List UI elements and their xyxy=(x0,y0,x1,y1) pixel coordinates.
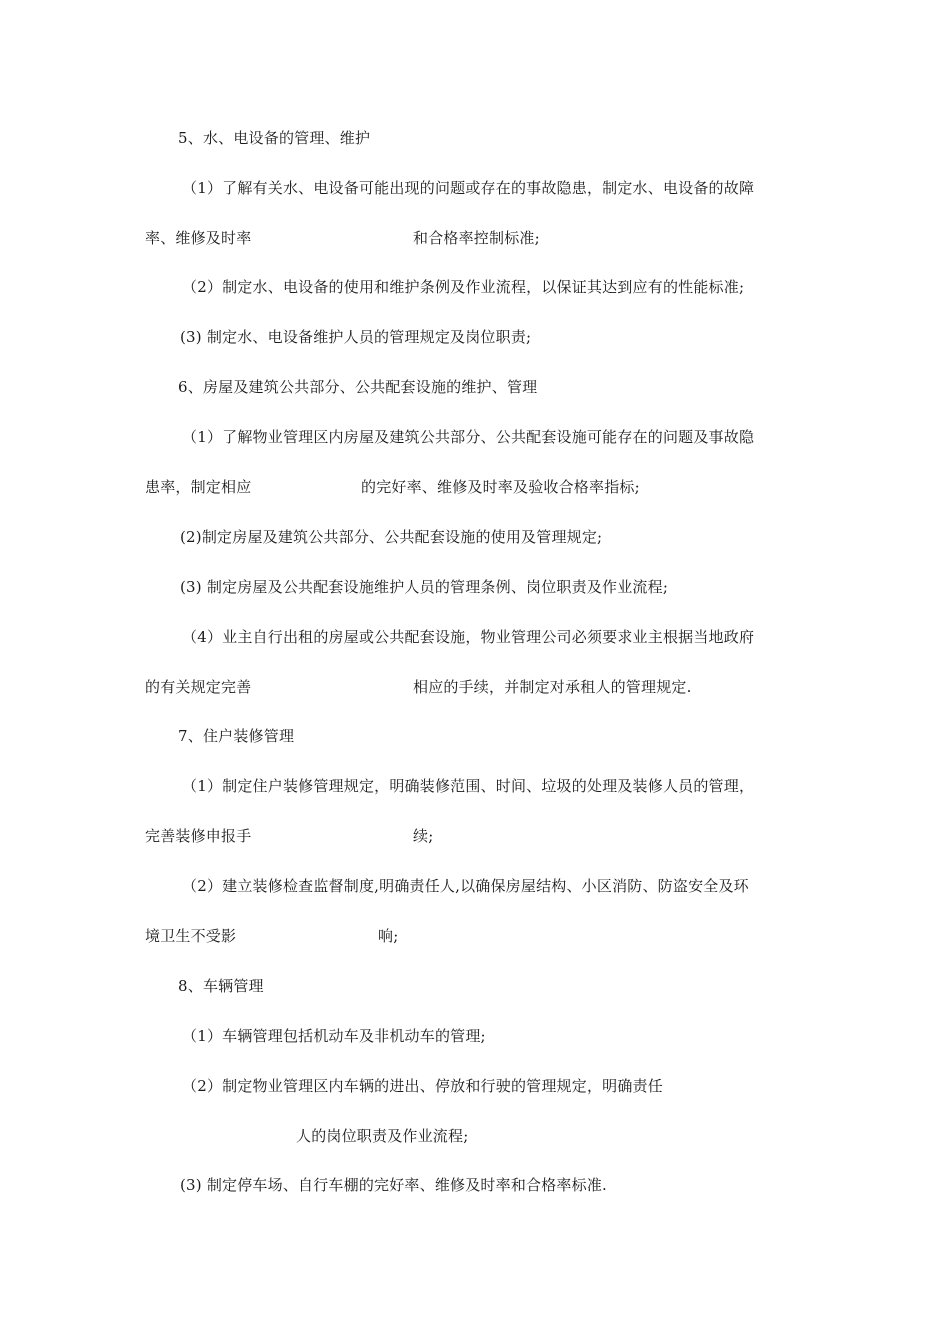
paragraph-text: 续; xyxy=(413,827,434,845)
paragraph-line xyxy=(180,577,668,597)
paragraph-text: （1）制定住户装修管理规定，明确装修范围、时间、垃圾的处理及装修人员的管理， xyxy=(182,777,755,795)
paragraph-text: （2）制定水、电设备的使用和维护条例及作业流程，以保证其达到应有的性能标准; xyxy=(182,278,745,296)
paragraph-text: （2）建立装修检查监督制度,明确责任人,以确保房屋结构、小区消防、防盗安全及环 xyxy=(182,877,749,895)
paragraph-text: 响; xyxy=(378,927,399,945)
paragraph-text: 和合格率控制标准; xyxy=(413,229,540,247)
section-heading-5 xyxy=(178,128,370,148)
paragraph-line xyxy=(180,327,531,347)
paragraph-line xyxy=(182,876,749,896)
paragraph-text: 患率，制定相应 xyxy=(145,478,252,496)
paragraph-text: （1）了解物业管理区内房屋及建筑公共部分、公共配套设施可能存在的问题及事故隐 xyxy=(182,428,755,446)
paragraph-line xyxy=(182,178,754,198)
paragraph-text: 相应的手续，并制定对承租人的管理规定. xyxy=(413,678,692,696)
paragraph-text: （4）业主自行出租的房屋或公共配套设施，物业管理公司必须要求业主根据当地政府 xyxy=(182,628,755,646)
paragraph-text: （2）制定物业管理区内车辆的进出、停放和行驶的管理规定，明确责任 xyxy=(182,1077,663,1095)
paragraph-line xyxy=(182,1076,663,1096)
paragraph-text: (2)制定房屋及建筑公共部分、公共配套设施的使用及管理规定; xyxy=(180,528,603,546)
paragraph-line xyxy=(182,1026,486,1046)
paragraph-line xyxy=(296,1126,468,1146)
paragraph-line xyxy=(182,427,754,447)
section-heading-8 xyxy=(178,976,264,996)
section-heading-6 xyxy=(178,377,537,397)
paragraph-line xyxy=(180,527,602,547)
heading-text: 6、房屋及建筑公共部分、公共配套设施的维护、管理 xyxy=(178,378,538,396)
heading-text: 7、住户装修管理 xyxy=(178,727,295,745)
paragraph-text: 完善装修申报手 xyxy=(145,827,252,845)
section-heading-7 xyxy=(178,726,294,746)
paragraph-line xyxy=(182,776,754,796)
paragraph-text: （1）车辆管理包括机动车及非机动车的管理; xyxy=(182,1027,486,1045)
paragraph-line xyxy=(182,627,754,647)
heading-text: 5、水、电设备的管理、维护 xyxy=(178,129,371,147)
paragraph-text: 的完好率、维修及时率及验收合格率指标; xyxy=(361,478,640,496)
paragraph-text: (3) 制定房屋及公共配套设施维护人员的管理条例、岗位职责及作业流程; xyxy=(180,578,669,596)
paragraph-text: 境卫生不受影 xyxy=(145,927,237,945)
heading-text: 8、车辆管理 xyxy=(178,977,264,995)
paragraph-text: 率、维修及时率 xyxy=(145,229,252,247)
paragraph-text: 人的岗位职责及作业流程; xyxy=(296,1127,469,1145)
paragraph-text: (3) 制定水、电设备维护人员的管理规定及岗位职责; xyxy=(180,328,532,346)
paragraph-text: （1）了解有关水、电设备可能出现的问题或存在的事故隐患，制定水、电设备的故障 xyxy=(182,179,755,197)
paragraph-line xyxy=(180,1175,607,1195)
paragraph-line xyxy=(182,277,744,297)
paragraph-text: 的有关规定完善 xyxy=(145,678,252,696)
paragraph-text: (3) 制定停车场、自行车棚的完好率、维修及时率和合格率标准. xyxy=(180,1176,607,1194)
